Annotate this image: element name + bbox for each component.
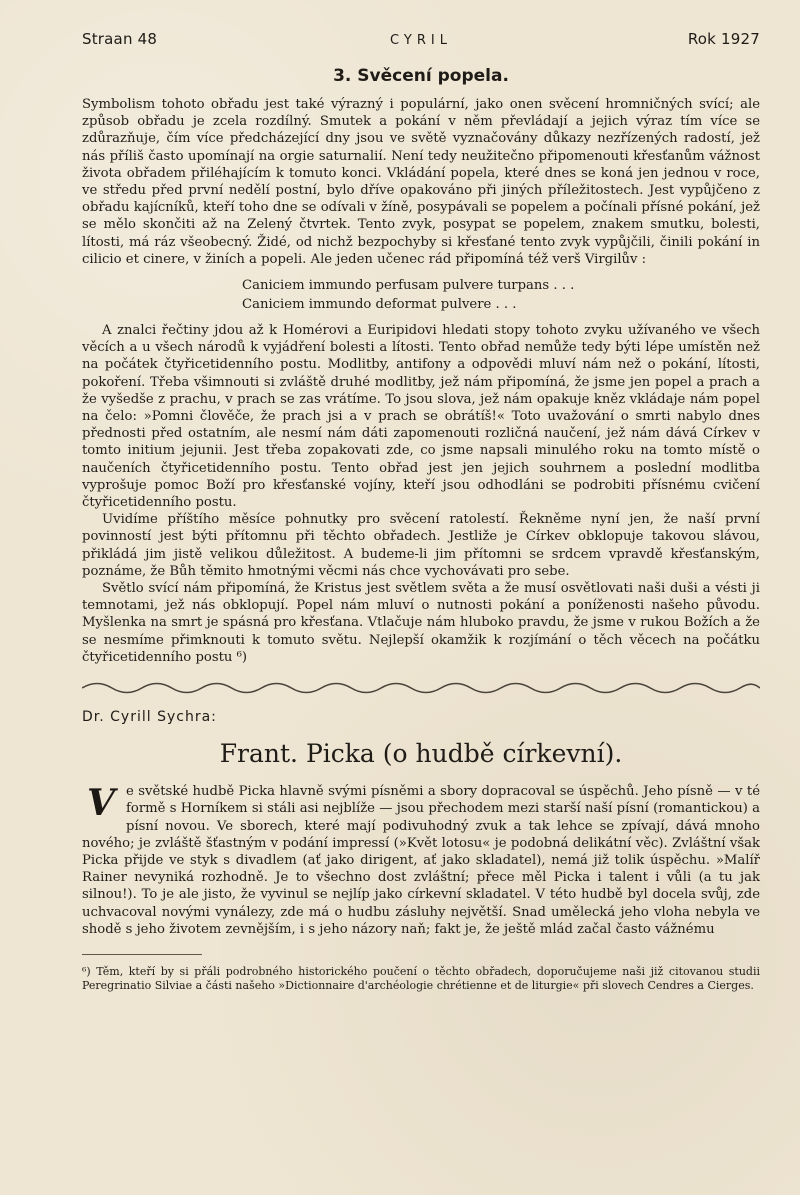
section-body (82, 96, 760, 666)
verse-line-1: Caniciem immundo perfusam pulvere turpans . . . (242, 278, 575, 294)
latin-verse (242, 276, 760, 314)
article-paragraph-text: e světské hudbě Picka hlavně svými písněmi a sbory dopracoval se úspěchů. Jeho písně — v té formě s Horníkem si stáli asi nejblíže — jsou přechodem mezi starší naší písní (romantickou) a písní novou. Ve sborech, které mají podivuhodný zvuk a tak lehce se zpívají, dává mnoho nového; je zvláště šťastným v podání impressí (»Květ lotosu« je podobná delikátní věc). Zvláštní však Picka přijde ve styk s divadlem (ať jako dirigent, ať jako skladatel), nemá již tolik úspěchu. »Malíř Rainer nevyniká rozhodně. Je to všechno dost zvláštní; přece měl Picka i talent i vůli (a tu jak silnou!). To je ale jisto, že vyvinul se nejlíp jako církevní skladatel. V této hudbě byl docela svůj, zde uchvacoval novými vynálezy, zde má o hudbu zásluhy největší. Snad umělecká jeho vloha nebyla ve shodě s jeho životem zevnějším, i s jeho názory naň; fakt je, že ještě mlád začal často vážnému (82, 784, 760, 937)
ornament-wave-icon (82, 679, 760, 697)
section-paragraph-2: A znalci řečtiny jdou až k Homérovi a Euripidovi hledati stopy tohoto zvyku užívaného ve všech věcích a u všech národů k vyjádření bolesti a lítosti. Tento obřad nemůže tedy býti lépe umístěn než na počátek čtyřicetidenního postu. Modlitby, antifony a odpovědi mluví nám než o pokání, lítosti, pokoření. Třeba všimnouti si zvláště druhé modlitby, jež nám připomíná, že jsme jen popel a prach a že vyšedše z prachu, v prach se zas vrátíme. To jsou slova, jež nám opakuje kněz vkládaje nám popel na čelo: »Pomni člověče, že prach jsi a v prach se obrátíš!« Toto uvažování o smrti nabylo dnes přednosti před ostatním, ale nesmí nám dáti zapomenouti rozličná naučení, jež nám dává Církev v tomto initium jejunii. Jest třeba zopakovati zde, co jsme napsali minulého roku na tomto místě o naučeních čtyřicetidenního postu. Tento obřad jest jen jejich souhrnem a poslední modlitba vyprošuje pomoc Boží pro křesťanské vojíny, kteří jsou odhodláni se podrobiti přísnému cvičení čtyřicetidenního postu. (82, 323, 760, 511)
running-head (82, 30, 760, 48)
section-paragraph-3: Uvidíme příštího měsíce pohnutky pro svěcení ratolestí. Řekněme nyní jen, že naší první povinností jest býti přítomnu při těchto obřadech. Jestliže je Církev obklopuje takovou slávou, přikládá jim jistě velikou důležitost. A budeme-li jim přítomni se srdcem vpravdě křesťanským, poznáme, že Bůh těmito hmotnými věcmi nás chce vychovávati pro sebe. (82, 512, 760, 579)
article-author: Dr. Cyrill Sychra: (82, 709, 217, 726)
article-first-paragraph (82, 783, 760, 938)
footnote-text: ⁶) Těm, kteří by si přáli podrobného historického poučení o těchto obřadech, doporučujeme naši již citovanou studii Peregrinatio Silviae a části našeho »Dictionnaire d'archéologie chrétienne et de liturgie« při slovech Cendres a Cierges. (82, 964, 760, 992)
page-number: Straan 48 (82, 30, 158, 48)
footnote-separator (82, 954, 202, 955)
section-paragraph-4: Světlo svící nám připomíná, že Kristus jest světlem světa a že musí osvětlovati naši duši a vésti ji temnotami, jež nás obklopují. Popel nám mluví o nutnosti pokání a poníženosti našeho původu. Myšlenka na smrt je spásná pro křesťana. Vtlačuje nám hluboko pravdu, že jsme v rukou Božích a že se nesmíme přimknouti k tomuto světu. Nejlepší okamžik k rozjímání o těch věcech na počátku čtyřicetidenního postu ⁶) (82, 581, 760, 665)
periodical-title: CYRIL (390, 33, 452, 48)
verse-line-2: Caniciem immundo deformat pulvere . . . (242, 297, 517, 313)
year-label: Rok 1927 (687, 30, 760, 48)
drop-cap-letter: V (87, 782, 115, 825)
section-title: 3. Svěcení popela. (333, 66, 509, 86)
article-title: Frant. Picka (o hudbě církevní). (219, 739, 623, 769)
decorative-divider (82, 679, 760, 697)
section-paragraph-1: Symbolism tohoto obřadu jest také výrazný i populární, jako onen svěcení hromničných svící; ale způsob obřadu je zcela rozdílný. Smutek a pokání v něm převládají a jejich výraz tím více se zdůrazňuje, čím více předcházející dny jsou ve světě vyznačovány důkazy nezřízených radostí, jež nás příliš často upomínají na orgie saturnalií. Není tedy neužitečno připomenouti křesťanům vážnost života obřadem přiléhajícím k tomuto konci. Vkládání popela, které dnes se koná jen jednou v roce, ve středu před první nedělí postní, bylo dříve opakováno při jiných příležitostech. Jest vypůjčeno z obřadu kajícníků, kteří toho dne se odívali v žíně, posypávali se popelem a počínali přísné pokání, jež se mělo skončiti až na Zelený čtvrtek. Tento zvyk, posypat se popelem, znakem smutku, bolesti, lítosti, má ráz všeobecný. Židé, od nichž bezpochyby si křesťané tento zvyk vypůjčili, činili pokání in cilicio et cinere, v žiních a popeli. Ale jeden učenec rád připomíná též verš Virgilův : (82, 97, 760, 267)
